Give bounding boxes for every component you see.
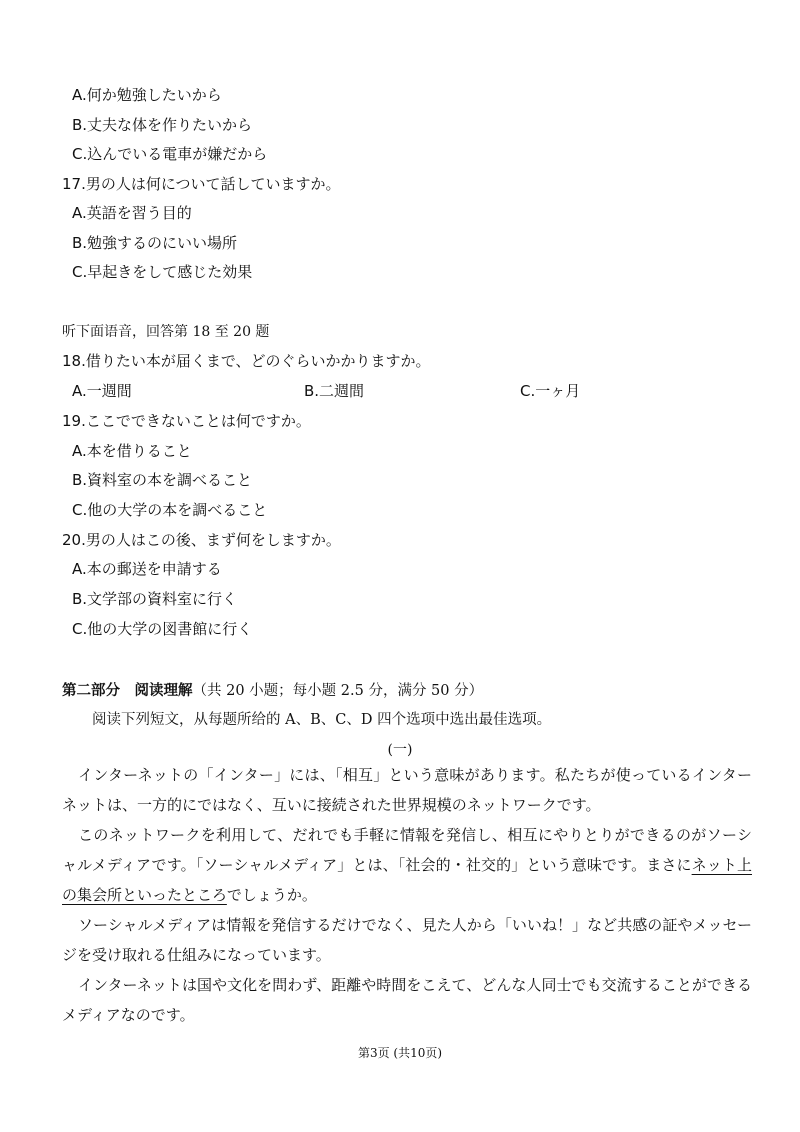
page-footer: 第3页 (共10页) bbox=[357, 1046, 443, 1060]
paragraph-2-text: このネットワークを利用して、だれでも手軽に情報を発信し、相互にやりとりができるのがソーシャルメディアです。「ソーシャルメディア」とは、「社会的・社交的」という意味です。まさに bbox=[62, 826, 752, 874]
q18-options bbox=[0, 381, 800, 401]
q18-option-b: B.二週間 bbox=[304, 382, 365, 400]
paragraph-2-tail: でしょうか。 bbox=[226, 886, 317, 904]
q20-option-b: B.文学部の資料室に行く bbox=[72, 590, 238, 608]
q18-option-a: A.一週間 bbox=[72, 382, 132, 400]
underlined-phrase: ネット上の集会所といったところ bbox=[62, 856, 752, 904]
q19-option-a: A.本を借りること bbox=[72, 442, 192, 460]
q17-option-a: A.英語を習う目的 bbox=[72, 204, 192, 222]
section-two-scoring: （共 20 小题；每小题 2.5 分，满分 50 分） bbox=[192, 683, 484, 699]
passage-paragraph-2 bbox=[62, 820, 752, 910]
listening-instruction: 听下面语音，回答第 18 至 20 题 bbox=[62, 324, 270, 340]
q18-question: 18.借りたい本が届くまで、どのぐらいかかりますか。 bbox=[62, 352, 431, 370]
passage-paragraph-3: ソーシャルメディアは情報を発信するだけでなく、見た人から「いいね！」など共感の証やメッセージを受け取れる仕組みになっています。 bbox=[62, 916, 752, 964]
q17-question: 17.男の人は何について話していますか。 bbox=[62, 175, 341, 193]
q18-option-c: C.一ヶ月 bbox=[520, 382, 581, 400]
section-two-title: 第二部分 阅读理解 bbox=[62, 682, 193, 699]
q16-option-b: B.丈夫な体を作りたいから bbox=[72, 116, 253, 134]
q17-option-b: B.勉強するのにいい場所 bbox=[72, 234, 238, 252]
q19-question: 19.ここでできないことは何ですか。 bbox=[62, 412, 311, 430]
q20-option-a: A.本の郵送を申請する bbox=[72, 560, 222, 578]
q20-question: 20.男の人はこの後、まず何をしますか。 bbox=[62, 531, 341, 549]
q16-option-c: C.込んでいる電車が嫌だから bbox=[72, 145, 268, 163]
passage-number: (一) bbox=[387, 742, 413, 758]
q20-option-c: C.他の大学の図書館に行く bbox=[72, 620, 253, 638]
q16-option-a: A.何か勉強したいから bbox=[72, 86, 222, 104]
passage-paragraph-1: インターネットの「インター」には、「相互」という意味があります。私たちが使っているインターネットは、一方的にではなく、互いに接続された世界規模のネットワークです。 bbox=[62, 766, 752, 814]
q17-option-c: C.早起きをして感じた効果 bbox=[72, 263, 253, 281]
passage-paragraph-4: インターネットは国や文化を問わず、距離や時間をこえて、どんな人同士でも交流することができるメディアなのです。 bbox=[62, 976, 752, 1024]
q19-option-c: C.他の大学の本を調べること bbox=[72, 501, 268, 519]
reading-instruction: 阅读下列短文，从每题所给的 A、B、C、D 四个选项中选出最佳选项。 bbox=[92, 712, 552, 728]
section-two-heading bbox=[62, 681, 483, 701]
q19-option-b: B.資料室の本を調べること bbox=[72, 471, 253, 489]
